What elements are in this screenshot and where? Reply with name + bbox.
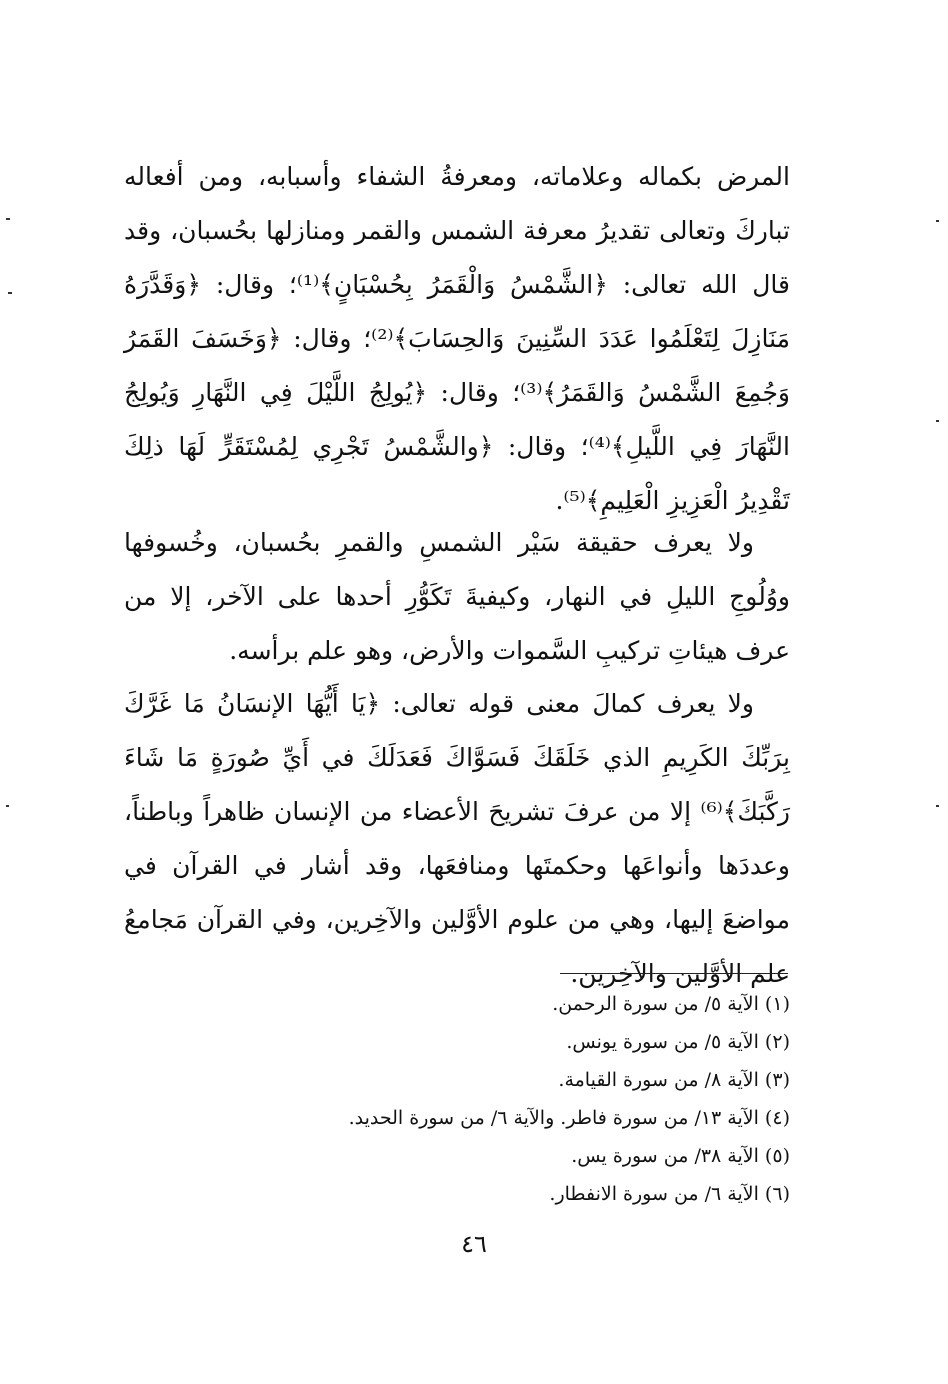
paragraph-2: ولا يعرف حقيقة سَيْر الشمسِ والقمرِ بحُسبان، وخُسوفها ووُلُوجِ الليلِ في النهار، وكيفيةَ تَكَوُّرِ أحدها على الآخر، إلا من عرف هيئاتِ تركيبِ السَّموات والأرض، وهو علم برأسه. (124, 528, 790, 665)
footnote-4: (٤) الآية ١٣/ من سورة فاطر. والآية ٦/ من سورة الحديد. (348, 1107, 790, 1129)
scan-margin-mark (8, 292, 12, 294)
scan-margin-mark (936, 420, 939, 422)
footnote-separator (560, 973, 788, 974)
paragraph-1: المرض بكماله وعلاماته، ومعرفةُ الشفاء وأسبابه، ومن أفعاله تباركَ وتعالى تقديرُ معرفة الشمس والقمر ومنازلها بحُسبان، وقد قال الله تعالى: ﴿الشَّمْسُ وَالْقَمَرُ بِحُسْبَانٍ﴾⁽¹⁾؛ وقال: ﴿وَقَدَّرَهُ مَنَازِلَ لِتَعْلَمُوا عَدَدَ السِّنِينَ وَالحِسَابَ﴾⁽²⁾؛ وقال: ﴿وَخَسَفَ القَمَرُ وَجُمِعَ الشَّمْسُ وَالقَمَرُ﴾⁽³⁾؛ وقال: ﴿يُولِجُ اللَّيْلَ فِي النَّهَارِ وَيُولِجُ النَّهَارَ فِي اللَّيلِ﴾⁽⁴⁾؛ وقال: ﴿والشَّمْسُ تَجْرِي لِمُسْتَقَرٍّ لَهَا ذلِكَ تَقْدِيرُ الْعَزِيزِ الْعَلِيمِ﴾⁽⁵⁾. (124, 162, 791, 515)
scan-margin-mark (6, 218, 10, 220)
page-number: ٤٦ (461, 1230, 487, 1258)
footnote-3: (٣) الآية ٨/ من سورة القيامة. (558, 1069, 790, 1091)
scan-margin-mark (936, 220, 939, 222)
footnote-6: (٦) الآية ٦/ من سورة الانفطار. (549, 1183, 790, 1205)
footnotes-list (124, 985, 790, 1213)
footnote-2: (٢) الآية ٥/ من سورة يونس. (566, 1031, 790, 1053)
scan-margin-mark (6, 805, 9, 807)
footnote-5: (٥) الآية ٣٨/ من سورة يس. (571, 1145, 790, 1167)
paragraph-3: ولا يعرف كمالَ معنى قوله تعالى: ﴿يَا أَيُّهَا الإنسَانُ مَا غَرَّكَ بِرَبِّكَ الكَرِيمِ الذي خَلَقَكَ فَسَوَّاكَ فَعَدَلَكَ في أَيِّ صُورَةٍ مَا شَاءَ رَكَّبَكَ﴾⁽⁶⁾ إلا من عرفَ تشريحَ الأعضاء من الإنسان ظاهراً وباطناً، وعددَها وأنواعَها وحكمتَها ومنافعَها، وقد أشار في القرآن في مواضعَ إليها، وهي من علوم الأوَّلين والآخِرين، وفي القرآن مَجامعُ علم الأوَّلين والآخِرين. (124, 689, 790, 988)
footnote-1: (١) الآية ٥/ من سورة الرحمن. (552, 993, 790, 1015)
scan-margin-mark (936, 805, 939, 807)
